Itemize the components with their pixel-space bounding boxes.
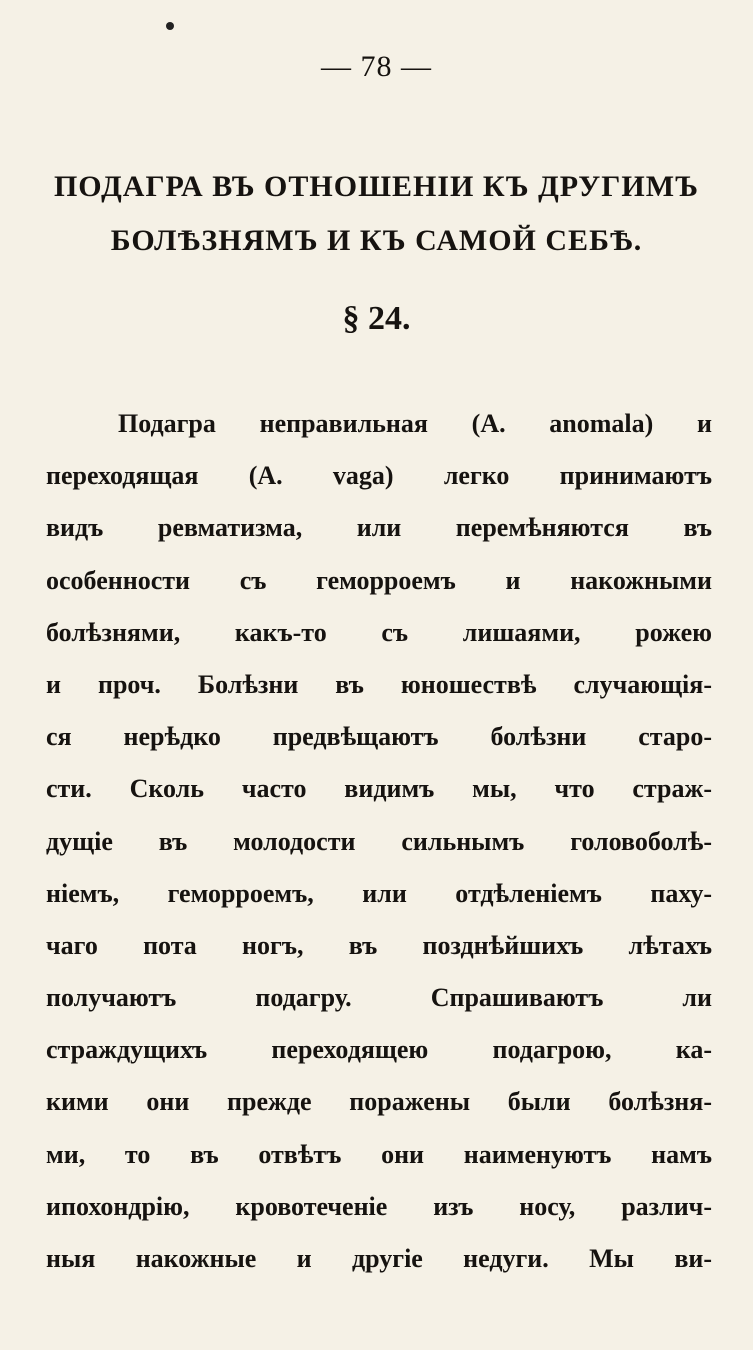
text-line: особенности съ геморроемъ и накожными [46, 565, 712, 595]
text-line: получаютъ подагру. Спрашиваютъ ли [46, 983, 712, 1013]
text-line: болѣзнями, какъ-то съ лишаями, рожею [46, 617, 712, 647]
text-line: видъ ревматизма, или перемѣняются въ [46, 513, 712, 543]
text-line: ся нерѣдко предвѣщаютъ болѣзни старо- [46, 722, 712, 752]
page-number: — 78 — [321, 50, 432, 83]
text-line: и проч. Болѣзни въ юношествѣ случающія- [46, 669, 712, 699]
body-paragraph [46, 398, 712, 1285]
text-line: ми, то въ отвѣтъ они наименуютъ намъ [46, 1139, 712, 1169]
text-line: кими они прежде поражены были болѣзня- [46, 1087, 712, 1117]
text-line: сти. Сколь часто видимъ мы, что страж- [46, 774, 712, 804]
text-line: ніемъ, геморроемъ, или отдѣленіемъ паху- [46, 878, 712, 908]
text-line: ныя накожные и другіе недуги. Мы ви- [46, 1244, 712, 1273]
text-line: Подагра неправильная (A. anomala) и [118, 409, 712, 438]
text-line: дущіе въ молодости сильнымъ головоболѣ- [46, 826, 712, 856]
section-number: § 24. [342, 300, 411, 337]
text-line: чаго пота ногъ, въ позднѣйшихъ лѣтахъ [46, 930, 712, 960]
text-line: переходящая (A. vaga) легко принимаютъ [46, 461, 712, 491]
chapter-heading-line-1: ПОДАГРА ВЪ ОТНОШЕНІИ КЪ ДРУГИМЪ [53, 170, 700, 203]
text-line: ипохондрію, кровотеченіе изъ носу, различ- [46, 1191, 712, 1221]
text-line: страждущихъ переходящею подагрою, ка- [46, 1035, 712, 1065]
chapter-heading-line-2: БОЛѢЗНЯМЪ И КЪ САМОЙ СЕБѢ. [110, 224, 643, 257]
ink-speck [166, 22, 174, 30]
